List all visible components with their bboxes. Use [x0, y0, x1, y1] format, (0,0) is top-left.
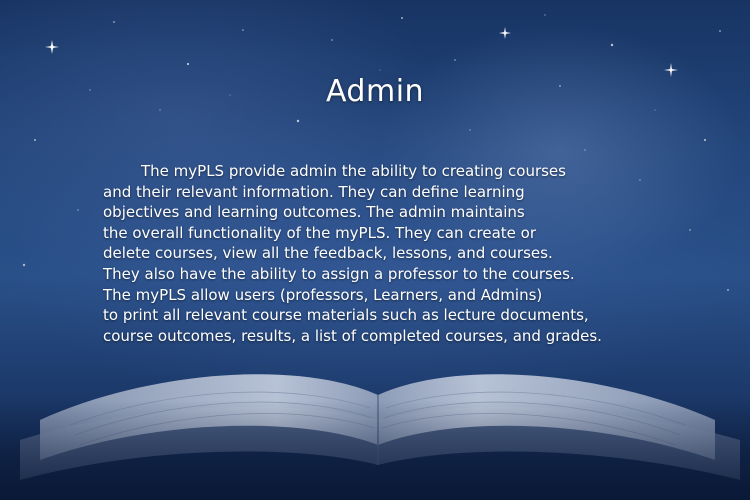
paragraph-line: the overall functionality of the myPLS. They can create or [103, 223, 537, 242]
paragraph-line: The myPLS allow users (professors, Learners, and Admins) [103, 285, 543, 304]
paragraph-line: and their relevant information. They can define learning [103, 182, 525, 201]
paragraph-line: delete courses, view all the feedback, lessons, and courses. [103, 244, 553, 263]
paragraph-line: objectives and learning outcomes. The admin maintains [103, 203, 525, 222]
paragraph-line: course outcomes, results, a list of completed courses, and grades. [103, 326, 602, 345]
paragraph-line: The myPLS provide admin the ability to creating courses [141, 162, 566, 180]
paragraph-line: to print all relevant course materials such as lecture documents, [103, 306, 589, 325]
admin-description-paragraph [103, 161, 743, 346]
paragraph-line: They also have the ability to assign a professor to the courses. [103, 264, 575, 283]
slide-title: Admin [325, 74, 425, 109]
